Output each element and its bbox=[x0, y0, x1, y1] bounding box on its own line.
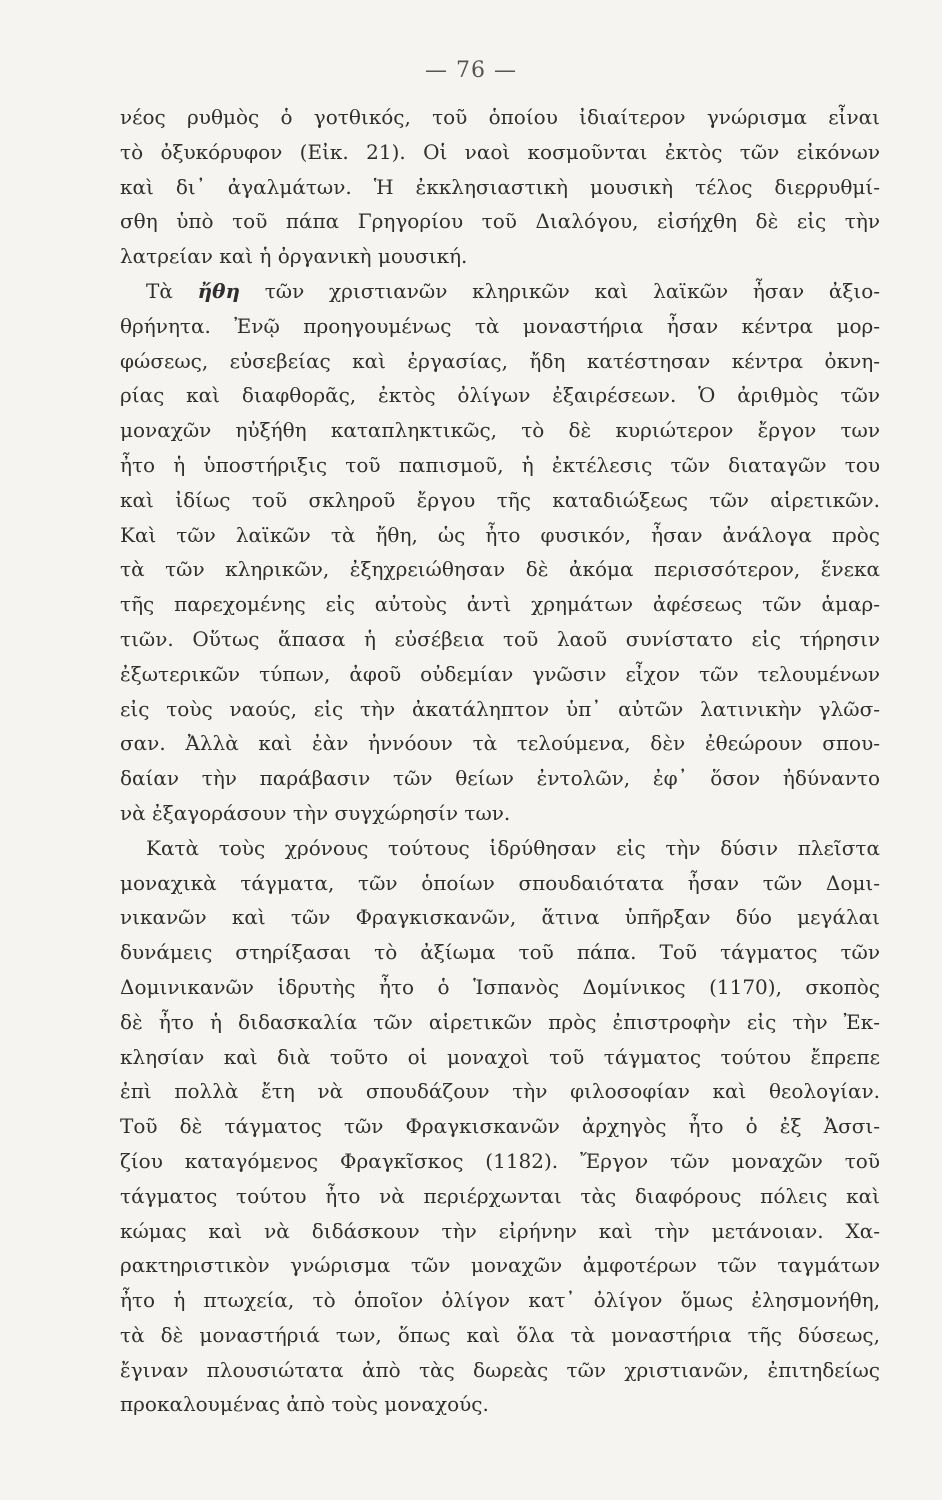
text-line: Τοῦ δὲ τάγματος τῶν Φραγκισκανῶν ἀρχηγὸς ἦτο ὁ ἐξ Ἀσσι- bbox=[120, 1114, 880, 1139]
text-line: ἐπὶ πολλὰ ἔτη νὰ σπουδάζουν τὴν φιλοσοφίαν καὶ θεολογίαν. bbox=[120, 1079, 880, 1104]
text-line: δαίαν τὴν παράβασιν τῶν θείων ἐντολῶν, ἐφ᾽ ὅσον ἠδύναντο bbox=[120, 766, 880, 791]
text-line: ἐξωτερικῶν τύπων, ἀφοῦ οὐδεμίαν γνῶσιν εἶχον τῶν τελουμένων bbox=[120, 661, 880, 686]
text-line: προκαλουμένας ἀπὸ τοὺς μοναχούς. bbox=[120, 1392, 489, 1417]
text-line: λατρείαν καὶ ἡ ὀργανικὴ μουσική. bbox=[120, 244, 468, 269]
text-line: νικανῶν καὶ τῶν Φραγκισκανῶν, ἅτινα ὑπῆρξαν δύο μεγάλαι bbox=[120, 905, 880, 930]
text-line: Κατὰ τοὺς χρόνους τούτους ἱδρύθησαν εἰς τὴν δύσιν πλεῖστα bbox=[146, 835, 880, 860]
text-line: εἰς τοὺς ναούς, εἰς τὴν ἀκατάληπτον ὑπ᾽ αὐτῶν λατινικὴν γλῶσ- bbox=[120, 696, 880, 721]
text-line: δὲ ἦτο ἡ διδασκαλία τῶν αἱρετικῶν πρὸς ἐπιστροφὴν εἰς τὴν Ἐκ- bbox=[120, 1009, 880, 1034]
text-line: ζίου καταγόμενος Φραγκῖσκος (1182). Ἔργον τῶν μοναχῶν τοῦ bbox=[120, 1148, 880, 1173]
text-line: νέος ρυθμὸς ὁ γοτθικός, τοῦ ὁποίου ἰδιαίτερον γνώρισμα εἶναι bbox=[120, 105, 880, 129]
text-line: ρίας καὶ διαφθορᾶς, ἐκτὸς ὀλίγων ἐξαιρέσεων. Ὁ ἀριθμὸς τῶν bbox=[120, 383, 880, 408]
text-line: ρακτηριστικὸν γνώρισμα τῶν μοναχῶν ἀμφοτέρων τῶν ταγμάτων bbox=[120, 1253, 880, 1278]
text-line: τῆς παρεχομένης εἰς αὐτοὺς ἀντὶ χρημάτων ἀφέσεως τῶν ἁμαρ- bbox=[120, 592, 880, 617]
text-line: μοναχῶν ηὐξήθη καταπληκτικῶς, τὸ δὲ κυριώτερον ἔργον των bbox=[120, 418, 880, 443]
text-line: νὰ ἐξαγοράσουν τὴν συγχώρησίν των. bbox=[120, 800, 511, 825]
text-line: ἦτο ἡ πτωχεία, τὸ ὁποῖον ὀλίγον κατ᾽ ὀλίγον ὅμως ἐλησμονήθη, bbox=[120, 1288, 880, 1313]
text-line: φώσεως, εὐσεβείας καὶ ἐργασίας, ἤδη κατέστησαν κέντρα ὀκνη- bbox=[120, 348, 880, 373]
text-line: τὰ δὲ μοναστήριά των, ὅπως καὶ ὅλα τὰ μοναστήρια τῆς δύσεως, bbox=[120, 1322, 880, 1347]
text-line: καὶ ἰδίως τοῦ σκληροῦ ἔργου τῆς καταδιώξεως τῶν αἱρετικῶν. bbox=[120, 487, 880, 512]
text-line: Δομινικανῶν ἱδρυτὴς ἦτο ὁ Ἱσπανὸς Δομίνικος (1170), σκοπὸς bbox=[120, 974, 880, 999]
text-line: κλησίαν καὶ διὰ τοῦτο οἱ μοναχοὶ τοῦ τάγματος τούτου ἔπρεπε bbox=[120, 1044, 880, 1069]
text-line: ἦτο ἡ ὑποστήριξις τοῦ παπισμοῦ, ἡ ἐκτέλεσις τῶν διαταγῶν του bbox=[120, 452, 880, 477]
text-line: καὶ δι᾽ ἀγαλμάτων. Ἡ ἐκκλησιαστικὴ μουσικὴ τέλος διερρυθμί- bbox=[120, 174, 880, 199]
body-text bbox=[120, 100, 880, 1422]
text-line: τὰ τῶν κληρικῶν, ἐξηχρειώθησαν δὲ ἀκόμα περισσότερον, ἕνεκα bbox=[120, 557, 880, 582]
text-line: τάγματος τούτου ἦτο νὰ περιέρχωνται τὰς διαφόρους πόλεις καὶ bbox=[120, 1183, 880, 1208]
text-line: θρήνητα. Ἐνῷ προηγουμένως τὰ μοναστήρια ἦσαν κέντρα μορ- bbox=[120, 313, 880, 338]
text-line: σαν. Ἀλλὰ καὶ ἐὰν ἠννόουν τὰ τελούμενα, δὲν ἐθεώρουν σπου- bbox=[120, 731, 880, 756]
text-line: τὸ ὀξυκόρυφον (Εἰκ. 21). Οἱ ναοὶ κοσμοῦνται ἐκτὸς τῶν εἰκόνων bbox=[120, 139, 880, 164]
emphasized-term: ἤθη bbox=[197, 278, 240, 303]
text-line: δυνάμεις στηρίξασαι τὸ ἀξίωμα τοῦ πάπα. Τοῦ τάγματος τῶν bbox=[120, 940, 880, 965]
text-line: μοναχικὰ τάγματα, τῶν ὁποίων σπουδαιότατα ἦσαν τῶν Δομι- bbox=[120, 870, 880, 895]
page-number: — 76 — bbox=[425, 58, 517, 83]
text-line: τιῶν. Οὕτως ἅπασα ἡ εὐσέβεια τοῦ λαοῦ συνίστατο εἰς τήρησιν bbox=[120, 626, 880, 651]
text-line: σθη ὑπὸ τοῦ πάπα Γρηγορίου τοῦ Διαλόγου, εἰσήχθη δὲ εἰς τὴν bbox=[120, 209, 880, 234]
text-line: Καὶ τῶν λαϊκῶν τὰ ἤθη, ὡς ἦτο φυσικόν, ἦσαν ἀνάλογα πρὸς bbox=[120, 522, 880, 547]
text-line: ἔγιναν πλουσιώτατα ἀπὸ τὰς δωρεὰς τῶν χριστιανῶν, ἐπιτηδείως bbox=[120, 1357, 880, 1382]
text-line: Τὰ ἤθη τῶν χριστιανῶν κληρικῶν καὶ λαϊκῶν ἦσαν ἀξιο- bbox=[146, 278, 881, 303]
text-line: κώμας καὶ νὰ διδάσκουν τὴν εἰρήνην καὶ τὴν μετάνοιαν. Χα- bbox=[120, 1218, 880, 1243]
